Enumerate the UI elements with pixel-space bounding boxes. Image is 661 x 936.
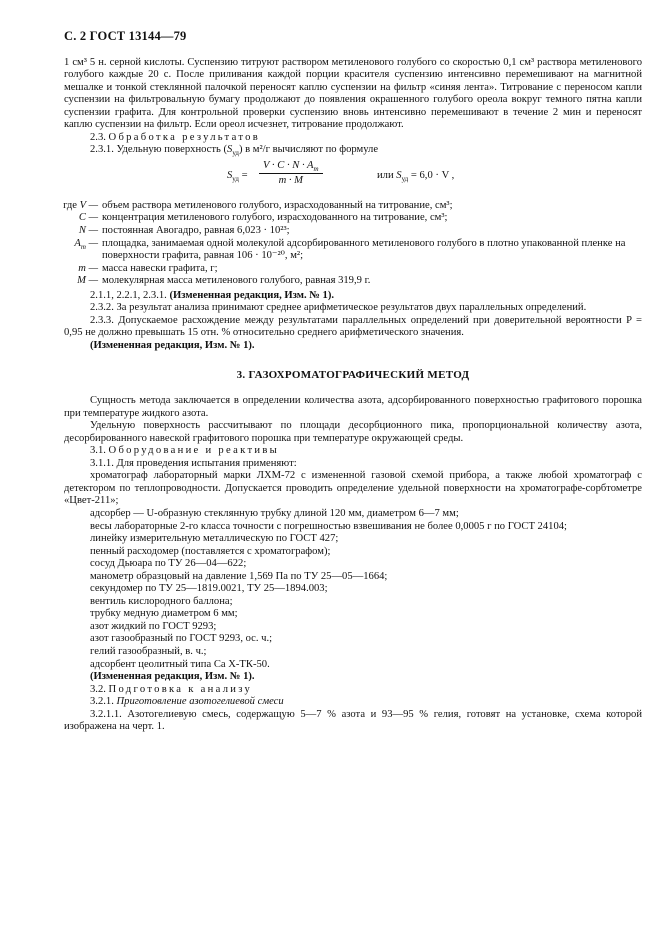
variable-row: N — постоянная Авогадро, равная 6,023 · 10²³;	[78, 225, 290, 237]
equipment-item: хроматограф лабораторный марки ЛХМ-72 с измененной газовой схемой прибора, а также любой хроматограф с детектором по теплопроводности. Допускается проводить определение удельной поверхности на хроматографе-сорбтометре «Цвет-211»;	[64, 470, 642, 507]
section-3-intro-1: Сущность метода заключается в определении количества азота, адсорбированного поверхностью графитового порошка при температуре жидкого азота.	[64, 395, 642, 419]
variable-legend	[64, 200, 642, 288]
equipment-item: секундомер по ТУ 25—1819.0021, ТУ 25—1894.003;	[90, 583, 328, 595]
section-2-3-heading: 2.3. Обработка результатов	[90, 131, 261, 143]
section-3-1-heading: 3.1. Оборудование и реактивы	[90, 445, 280, 457]
equipment-item: трубку медную диаметром 6 мм;	[90, 608, 238, 620]
equipment-item: адсорбер — U-образную стеклянную трубку длиной 120 мм, диаметром 6—7 мм;	[90, 507, 459, 519]
section-2-3-1: 2.3.1. Удельную поверхность $(S_{уд})$ в м²/г вычисляют по формуле	[90, 144, 379, 158]
intro-paragraph: 1 см³ 5 н. серной кислоты. Суспензию титруют раствором метиленового голубого со скоростью 0,1 см³ раствора метиленового голубого каждые 20 с. После приливания каждой порции красителя суспензию интенсивно перемешивают на магнитной мешалке и тонкой стеклянной палочкой переносят каплю суспензии на фильтр «синяя лента». Титрование с переносом капли суспензии на фильтровальную бумагу продолжают до появления окрашенного голубого ореола вокруг темного пятна капли суспензии графита. Для контрольной проверки суспензию вновь интенсивно перемешивают в течение 2 мин и переносят каплю суспензии на фильтр. Если ореол исчезнет, титрование продолжают.	[64, 56, 642, 131]
section-3-2-heading: 3.2. Подготовка к анализу	[90, 683, 253, 695]
variable-row: M — молекулярная масса метиленового голубого, равная 319,9 г.	[77, 275, 371, 287]
formula-lhs: $S_{уд}$ =	[227, 169, 248, 184]
paragraph-2-1-1: 2.1.1, 2.2.1, 2.3.1. (Измененная редакция, Изм. № 1).	[90, 289, 335, 301]
variable-row: C — концентрация метиленового голубого, израсходованного на титрование, см³;	[78, 212, 448, 224]
formula-numerator: $V \cdot C \cdot N \cdot A_m$	[259, 160, 323, 175]
equipment-item: вентиль кислородного баллона;	[90, 595, 233, 607]
equipment-item: адсорбент цеолитный типа Са Х-ТК-50.	[90, 658, 270, 670]
page-header: С. 2 ГОСТ 13144—79	[64, 29, 187, 43]
section-3-1-1: 3.1.1. Для проведения испытания применяют:	[90, 457, 297, 469]
section-3-2-1: 3.2.1. Приготовление азотогелиевой смеси	[90, 696, 284, 708]
paragraph-2-3-2: 2.3.2. За результат анализа принимают среднее арифметическое результатов двух параллельных определений.	[90, 302, 587, 314]
amendment-note: (Измененная редакция, Изм. № 1).	[90, 671, 255, 683]
section-3-2-1-1: 3.2.1.1. Азотогелиевую смесь, содержащую 5—7 % азота и 93—95 % гелия, готовят на установке, схема которой изображена на черт. 1.	[64, 708, 642, 733]
equipment-item: гелий газообразный, в. ч.;	[90, 645, 207, 657]
formula-alternative: или $S_{уд} = 6,0 \cdot V$ ,	[377, 169, 455, 184]
amendment-note: (Измененная редакция, Изм. № 1).	[90, 339, 255, 351]
paragraph-2-3-3: 2.3.3. Допускаемое расхождение между результатами параллельных определений при доверительной вероятности P = 0,95 не должно превышать 15 отн. % относительно среднего арифметического значения.	[64, 314, 642, 339]
variable-row: $A_m$ — площадка, занимаемая одной молекулой адсорбированного метиленового голубого в плотно упакованной пленке на поверхности графита, равная 106 · 10⁻²⁰, м²;	[74, 237, 626, 262]
variable-row: m — масса навески графита, г;	[78, 262, 218, 274]
equipment-item: азот газообразный по ГОСТ 9293, ос. ч.;	[90, 633, 273, 645]
equipment-item: манометр образцовый на давление 1,569 Па по ТУ 25—05—1664;	[90, 570, 388, 582]
section-3-title: 3. ГАЗОХРОМАТОГРАФИЧЕСКИЙ МЕТОД	[236, 369, 470, 382]
section-3-intro-2: Удельную поверхность рассчитывают по площади десорбционного пика, пропорциональной количеству азота, десорбированного навеской графитового порошка при температуре окружающей среды.	[64, 420, 642, 444]
equipment-item: пенный расходомер (поставляется с хроматографом);	[90, 545, 331, 557]
equipment-item: линейку измерительную металлическую по ГОСТ 427;	[90, 533, 339, 545]
equipment-item: сосуд Дьюара по ТУ 26—04—622;	[90, 558, 247, 570]
variable-row: где V — объем раствора метиленового голубого, израсходованный на титрование, см³;	[63, 199, 453, 211]
surface-formula	[64, 160, 642, 196]
formula-denominator: m · M	[278, 175, 303, 187]
formula-fraction	[259, 160, 323, 188]
equipment-item: азот жидкий по ГОСТ 9293;	[90, 620, 217, 632]
equipment-item: весы лабораторные 2-го класса точности с погрешностью взвешивания не более 0,0005 г по ГОСТ 24104;	[90, 520, 567, 532]
document-page	[64, 30, 642, 734]
